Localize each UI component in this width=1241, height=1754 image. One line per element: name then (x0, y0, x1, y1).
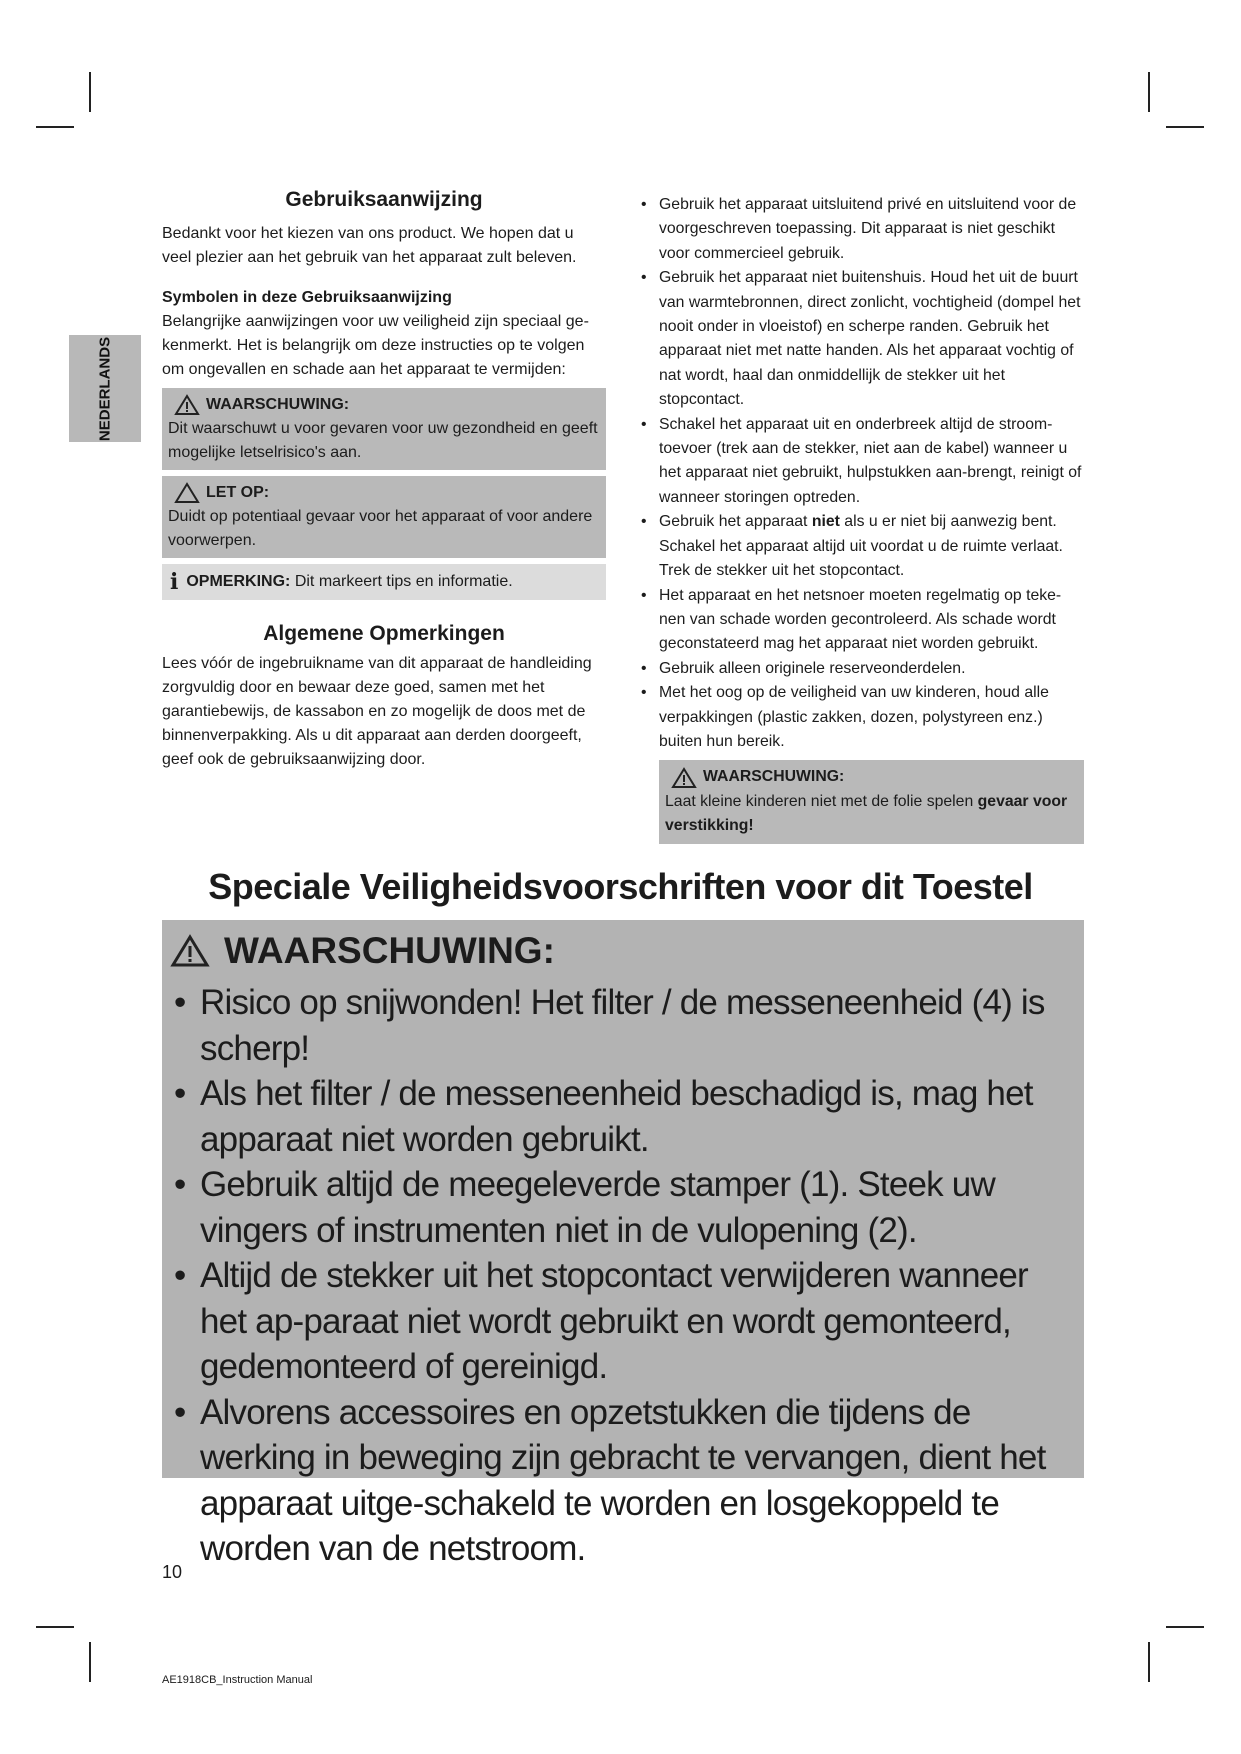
crop-mark (89, 1642, 91, 1682)
crop-mark (1166, 126, 1204, 128)
warning-bold-text: gevaar voor verstikking! (665, 792, 1068, 835)
list-item-bold: niet (811, 513, 840, 531)
symbols-heading: Symbolen in deze Gebruiksaanwijzing (162, 289, 452, 306)
warning-label: WAARSCHUWING: (703, 768, 845, 786)
note-box (162, 564, 606, 600)
general-text: Lees vóór de ingebruikname van dit apparaat de handleiding zorgvuldig door en bewaar deze goed, samen met het garantiebewijs, de kassabon en zo mogelijk de doos met de binnenverpakking. Als u dit apparaat aan derden doorgeeft, geef ook de gebruiksaanwijzing door. (162, 655, 592, 768)
list-item: • Alvorens accessoires en opzetstukken die tijdens de werking in beweging zijn gebracht te vervangen, dient het apparaat uitge-schakeld te worden en losgekoppeld te worden van de netstroom. (170, 1390, 1080, 1572)
info-icon: i (170, 569, 179, 595)
special-list (170, 980, 1080, 1572)
crop-mark (36, 1626, 74, 1628)
right-column (638, 193, 1084, 844)
warning-icon (174, 394, 200, 416)
language-tab (69, 335, 141, 442)
warning-icon (671, 767, 697, 789)
list-item: • Schakel het apparaat uit en onderbreek altijd de stroom-toevoer (trek aan de stekker, niet aan de kabel) wanneer u het apparaat niet gebruikt, hulpstukken aan-brengt, reinigt of wanneer storingen optreden. (638, 413, 1084, 511)
warning-text: Dit waarschuwt u voor gevaren voor uw gezondheid en geeft mogelijke letselrisico's aan. (168, 420, 598, 461)
safety-list (638, 193, 1084, 754)
children-warning-box (659, 760, 1084, 843)
caution-box (162, 476, 606, 558)
note-label: OPMERKING: (186, 573, 291, 590)
language-tab-label: NEDERLANDS (96, 336, 114, 441)
list-item: • Gebruik altijd de meegeleverde stamper (1). Steek uw vingers of instrumenten niet in de vulopening (2). (170, 1162, 1080, 1253)
crop-mark (36, 126, 74, 128)
list-item: • Gebruik alleen originele reserveonderdelen. (638, 657, 1084, 681)
list-item-text: Gebruik het apparaat (659, 513, 812, 531)
left-column (162, 188, 606, 772)
page-number: 10 (162, 1562, 183, 1582)
intro-text: Bedankt voor het kiezen van ons product. We hopen dat u veel plezier aan het gebruik van het apparaat zult beleven. (162, 225, 577, 266)
crop-mark (1166, 1626, 1204, 1628)
caution-label: LET OP: (206, 484, 270, 501)
footer-text: AE1918CB_Instruction Manual (162, 1674, 313, 1686)
caution-icon (174, 482, 200, 504)
crop-mark (89, 72, 91, 112)
crop-mark (1148, 1642, 1150, 1682)
warning-box (162, 388, 606, 470)
warning-text: Laat kleine kinderen niet met de folie spelen (665, 792, 978, 810)
special-warning-box (162, 920, 1084, 1568)
list-item: • Met het oog op de veiligheid van uw kinderen, houd alle verpakkingen (plastic zakken, dozen, polystyreen enz.) buiten hun bereik. (638, 681, 1084, 754)
list-item (638, 510, 1084, 583)
symbols-text: Belangrijke aanwijzingen voor uw veiligheid zijn speciaal ge-kenmerkt. Het is belangrijk om deze instructies op te volgen om ongevallen en schade aan het apparaat te vermijden: (162, 313, 589, 378)
list-item: • Risico op snijwonden! Het filter / de messeneenheid (4) is scherp! (170, 980, 1080, 1071)
list-item: • Het apparaat en het netsnoer moeten regelmatig op teke-nen van schade worden gecontroleerd. Als schade wordt geconstateerd mag het apparaat niet worden gebruikt. (638, 584, 1084, 657)
list-item: • Gebruik het apparaat uitsluitend privé en uitsluitend voor de voorgeschreven toepassing. Dit apparaat is niet geschikt voor commercieel gebruik. (638, 193, 1084, 266)
warning-label: WAARSCHUWING: (206, 396, 350, 413)
list-item: • Als het filter / de messeneenheid beschadigd is, mag het apparaat niet worden gebruikt. (170, 1071, 1080, 1162)
list-item: • Gebruik het apparaat niet buitenshuis. Houd het uit de buurt van warmtebronnen, direct zonlicht, vochtigheid (dompel het nooit onder in vloeistof) en scherpe randen. Gebruik het apparaat niet met natte handen. Als het apparaat vochtig of nat wordt, haal dan onmiddellijk de stekker uit het stopcontact. (638, 266, 1084, 412)
caution-text: Duidt op potentiaal gevaar voor het apparaat of voor andere voorwerpen. (168, 508, 593, 549)
list-item: • Altijd de stekker uit het stopcontact verwijderen wanneer het ap-paraat niet wordt gebruikt en wordt gemonteerd, gedemonteerd of gereinigd. (170, 1253, 1080, 1390)
list-item-text: als u er niet bij aanwezig bent. Schakel het apparaat altijd uit voordat u de ruimte verlaat. Trek de stekker uit het stopcontact. (659, 513, 1063, 580)
crop-mark (1148, 72, 1150, 112)
general-title: Algemene Opmerkingen (263, 622, 505, 645)
special-warning-label: WAARSCHUWING: (224, 930, 555, 971)
warning-icon (170, 934, 210, 968)
manual-title: Gebruiksaanwijzing (285, 188, 483, 211)
note-text: Dit markeert tips en informatie. (294, 573, 513, 590)
special-title: Speciale Veiligheidsvoorschriften voor dit Toestel (208, 866, 1033, 907)
